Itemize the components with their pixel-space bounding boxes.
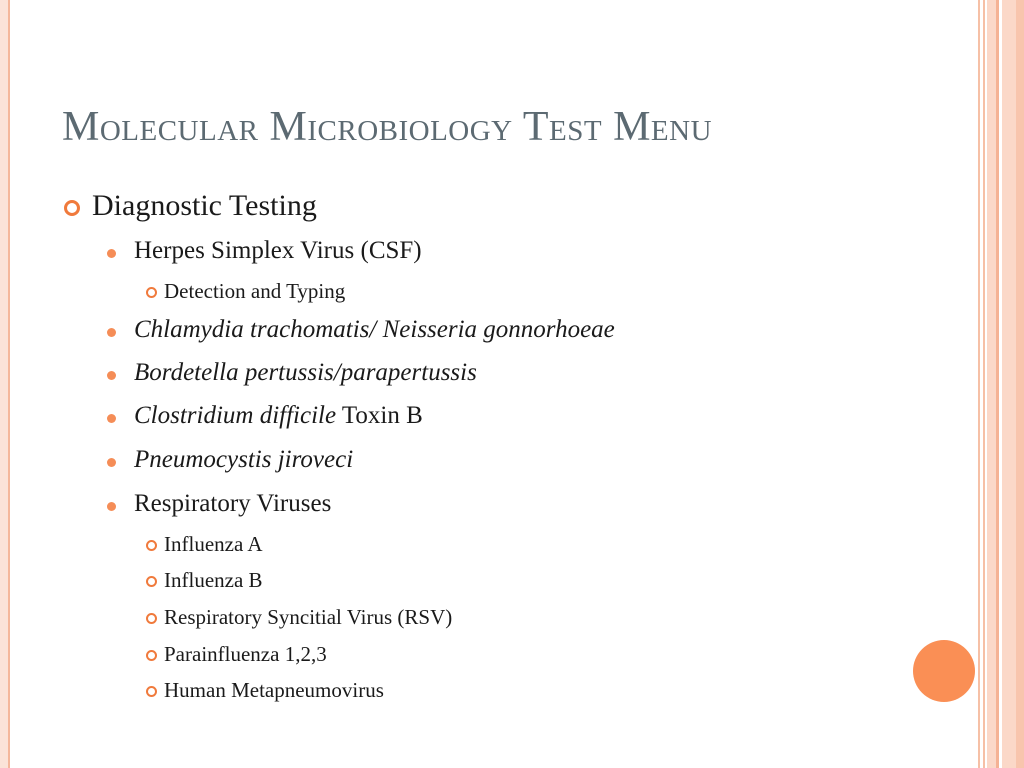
dot-bullet-icon (107, 249, 116, 258)
right-stripe (978, 0, 980, 768)
ring-bullet-icon (146, 287, 157, 298)
ring-bullet-icon (146, 576, 157, 587)
item-cdiff (134, 402, 423, 430)
ring-bullet-icon (64, 200, 80, 216)
item-ct-ng: Chlamydia trachomatis/ Neisseria gonnorhoeae (134, 316, 615, 343)
left-border (0, 0, 10, 768)
dot-bullet-icon (107, 328, 116, 337)
heading-diagnostic-testing: Diagnostic Testing (92, 189, 317, 222)
dot-bullet-icon (107, 371, 116, 380)
right-stripe (996, 0, 999, 768)
item-resp-sub: Human Metapneumovirus (164, 678, 384, 702)
dot-bullet-icon (107, 414, 116, 423)
item-pneumocystis: Pneumocystis jiroveci (134, 446, 354, 473)
slide-title: Molecular Microbiology Test Menu (62, 104, 713, 150)
item-hsv-detection: Detection and Typing (164, 279, 346, 303)
ring-bullet-icon (146, 540, 157, 551)
dot-bullet-icon (107, 458, 116, 467)
right-stripe (987, 0, 996, 768)
item-respiratory-viruses: Respiratory Viruses (134, 490, 332, 517)
item-resp-sub: Influenza A (164, 532, 263, 556)
ring-bullet-icon (146, 613, 157, 624)
decorative-circle (913, 640, 975, 702)
right-stripe (1002, 0, 1016, 768)
cdiff-organism: Clostridium difficile (134, 402, 337, 429)
item-resp-sub: Respiratory Syncitial Virus (RSV) (164, 605, 453, 629)
item-resp-sub: Influenza B (164, 568, 263, 592)
right-stripe (1016, 0, 1024, 768)
ring-bullet-icon (146, 650, 157, 661)
cdiff-suffix: Toxin B (336, 402, 423, 429)
ring-bullet-icon (146, 686, 157, 697)
item-hsv: Herpes Simplex Virus (CSF) (134, 237, 422, 264)
right-stripe (983, 0, 985, 768)
dot-bullet-icon (107, 502, 116, 511)
item-bordetella: Bordetella pertussis/parapertussis (134, 359, 477, 386)
item-resp-sub: Parainfluenza 1,2,3 (164, 642, 327, 666)
